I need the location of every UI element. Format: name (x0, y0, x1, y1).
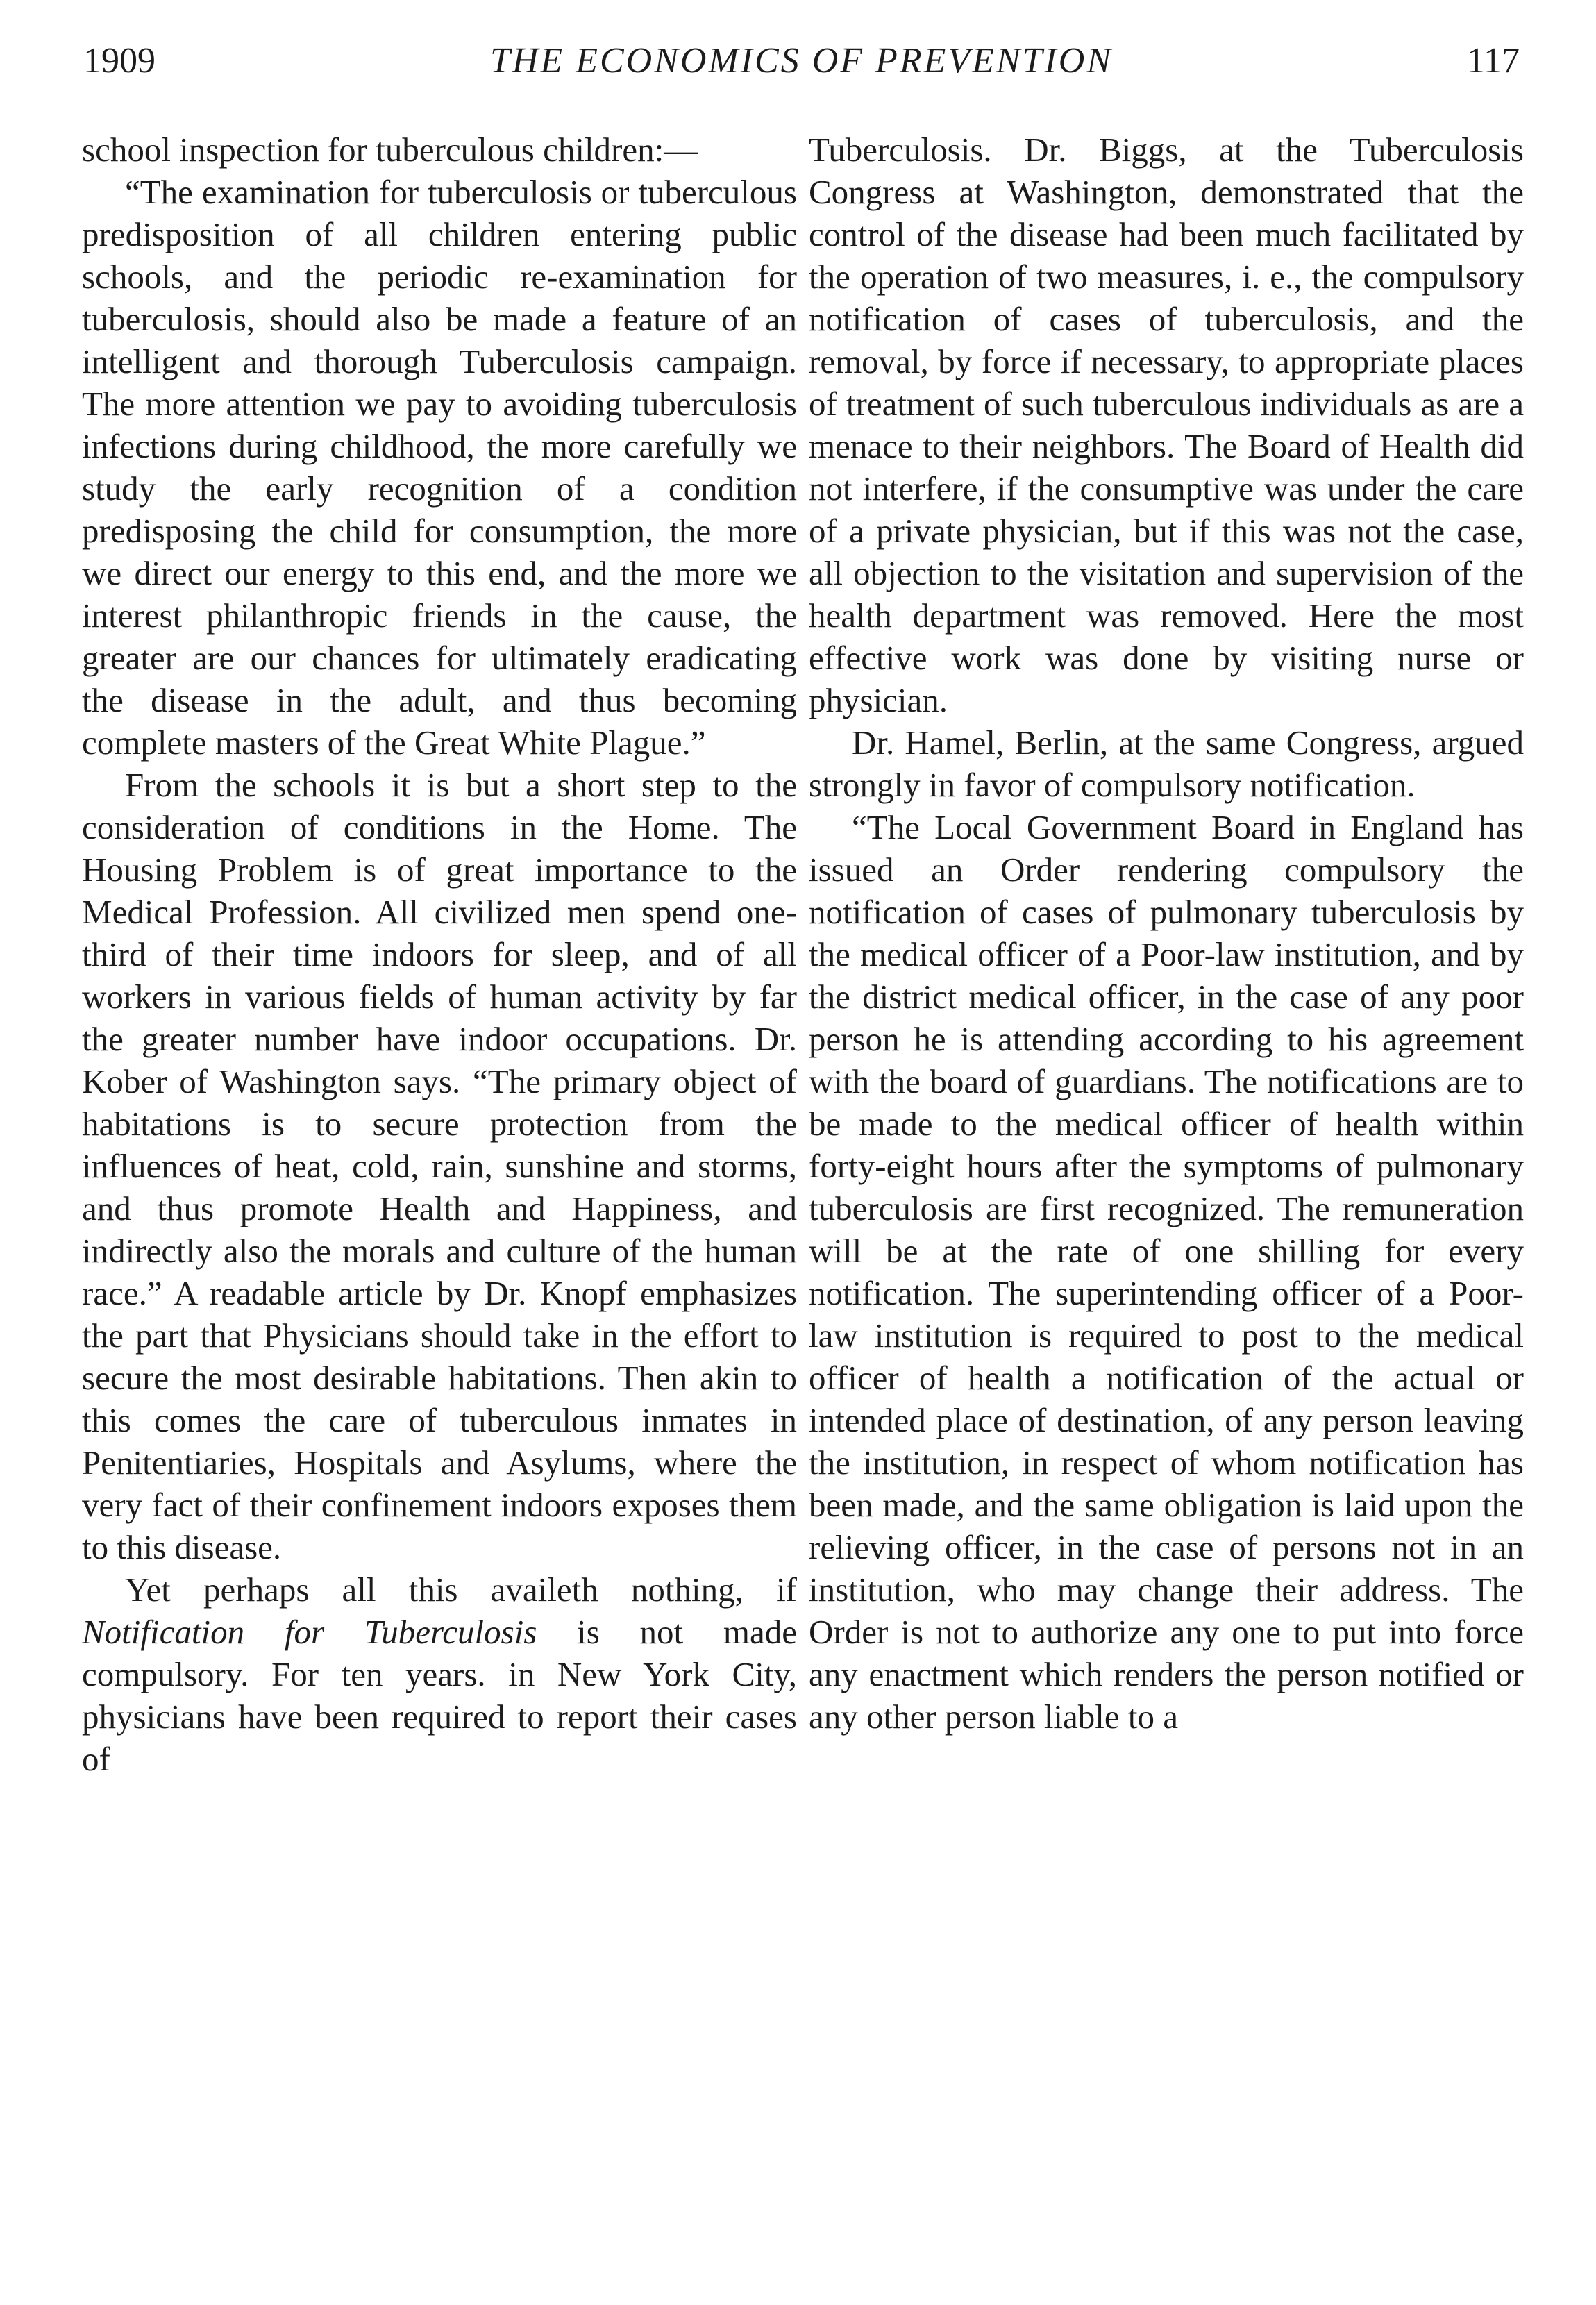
left-paragraph-4-end: is not made compulsory. For ten years. in New York City, physicians have been required to report their cases of (82, 1613, 797, 1778)
right-paragraph-3: “The Local Government Board in England has issued an Order rendering compulsory the notification of cases of pulmonary tuberculosis by the medical officer of a Poor-law institution, and by the district medical officer, in the case of any poor person he is attending according to his agreement with the board of guardians. The notifications are to be made to the medical officer of health within forty-eight hours after the symptoms of pulmonary tuberculosis are first recognized. The remuneration will be at the rate of one shilling for every notification. The superintending officer of a Poor-law institution is required to post to the medical officer of health a notification of the actual or intended place of destination, of any person leaving the institution, in respect of whom notification has been made, and the same obligation is laid upon the relieving officer, in the case of persons not in an institution, who may change their address. The Order is not to authorize any one to put into force any enactment which renders the person notified or any other person liable to a (809, 808, 1524, 1736)
left-paragraph-1: school inspection for tuberculous children:— (82, 131, 698, 169)
header-title: THE ECONOMICS OF PREVENTION (489, 41, 1114, 81)
right-paragraph-1: Tuberculosis. Dr. Biggs, at the Tuberculosis Congress at Washington, demonstrated that the control of the disease had been much facilitated by the operation of two measures, i. e., the compulsory notification of cases of tuberculosis, and the removal, by force if necessary, to appropriate places of treatment of such tuberculous individuals as are a menace to their neighbors. The Board of Health did not interfere, if the consumptive was under the care of a private physician, but if this was not the case, all objection to the visitation and supervision of the health department was removed. Here the most effective work was done by visiting nurse or physician. (809, 131, 1524, 719)
left-column (82, 128, 797, 1780)
running-header (83, 40, 1520, 89)
right-column (809, 128, 1524, 1738)
left-paragraph-3: From the schools it is but a short step to the consideration of conditions in the Home. The Housing Problem is of great importance to the Medical Profession. All civilized men spend one-third of their time indoors for sleep, and of all workers in various fields of human activity by far the greater number have indoor occupations. Dr. Kober of Washington says. “The primary object of habitations is to secure protection from the influences of heat, cold, rain, sunshine and storms, and thus promote Health and Happiness, and indirectly also the morals and culture of the human race.” A readable article by Dr. Knopf emphasizes the part that Physicians should take in the effort to secure the most desirable habitations. Then akin to this comes the care of tuberculous inmates in Penitentiaries, Hospitals and Asylums, where the very fact of their confinement indoors exposes them to this disease. (82, 766, 797, 1566)
page-number: 117 (1466, 41, 1520, 81)
notification-italic-phrase: Notification for Tuberculosis (82, 1613, 537, 1651)
right-paragraph-2: Dr. Hamel, Berlin, at the same Congress, argued strongly in favor of compulsory notification. (809, 723, 1524, 804)
left-paragraph-2: “The examination for tuberculosis or tuberculous predisposition of all children entering public schools, and the periodic re-examination for tuberculosis, should also be made a feature of an intelligent and thorough Tuberculosis campaign. The more attention we pay to avoiding tuberculosis infections during childhood, the more carefully we study the early recognition of a condition predisposing the child for consumption, the more we direct our energy to this end, and the more we interest philanthropic friends in the cause, the greater are our chances for ultimately eradicating the disease in the adult, and thus becoming complete masters of the Great White Plague.” (82, 173, 797, 762)
left-paragraph-4 (82, 1568, 797, 1780)
left-paragraph-4-start: Yet perhaps all this availeth nothing, if (125, 1570, 797, 1609)
header-year: 1909 (83, 41, 156, 81)
